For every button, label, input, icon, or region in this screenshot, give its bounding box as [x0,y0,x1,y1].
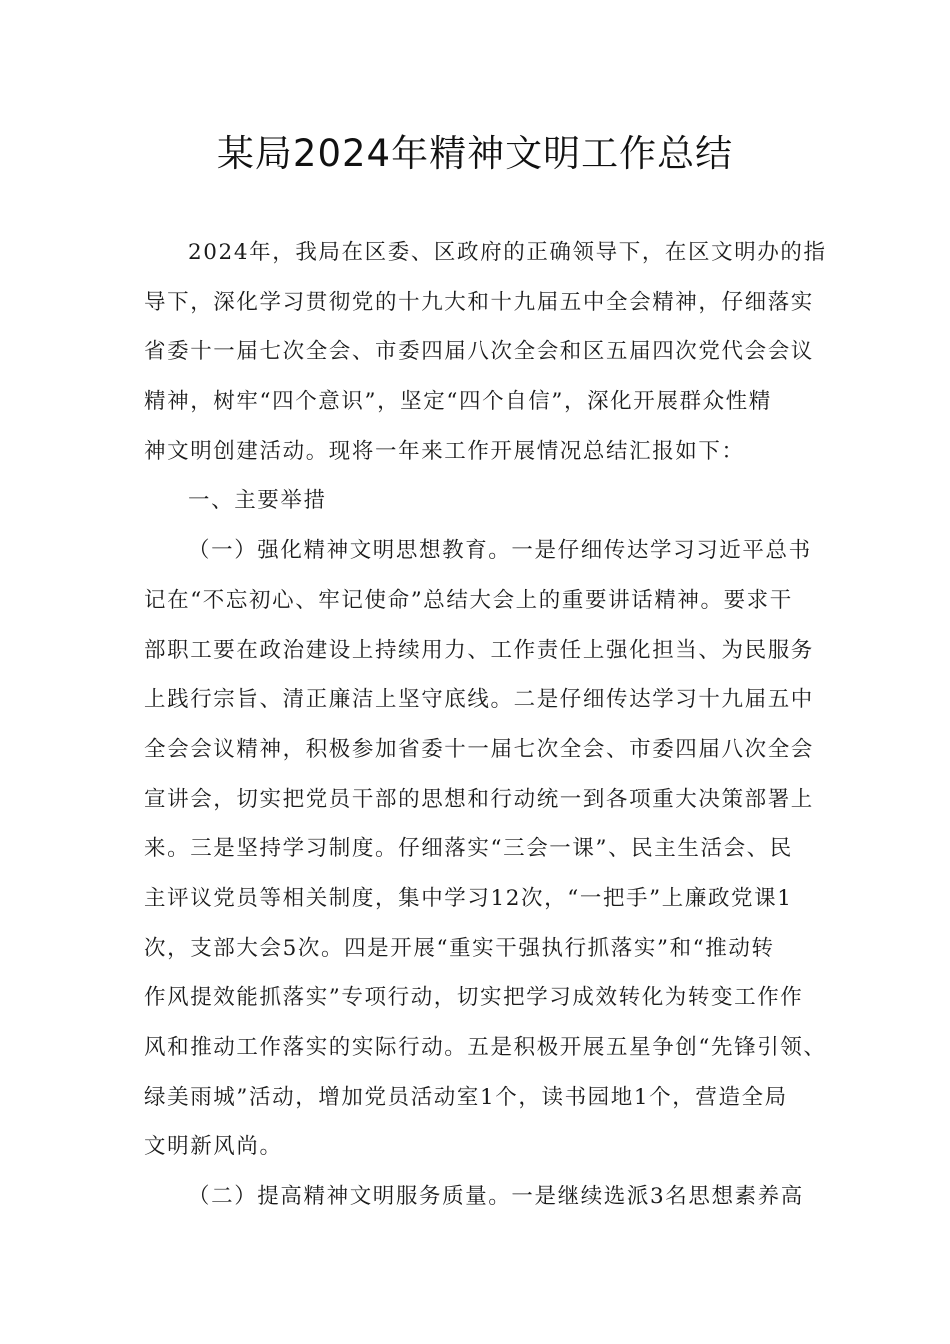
text-line: 神文明创建活动。现将一年来工作开展情况总结汇报如下： [144,438,745,464]
text-line: 精神，树牢“四个意识”，坚定“四个自信”，深化开展群众性精 [144,389,772,415]
text-line: 主评议党员等相关制度，集中学习12次，“一把手”上廉政党课1 [144,885,793,911]
text-line: 记在“不忘初心、牢记使命”总结大会上的重要讲话精神。要求干 [144,587,793,613]
text-line: 全会会议精神，积极参加省委十一届七次全会、市委四届八次全会 [144,736,814,762]
document-title: 某局2024年精神文明工作总结 [216,132,734,175]
text-line: 作风提效能抓落实”专项行动，切实把学习成效转化为转变工作作 [144,985,804,1011]
text-line: 省委十一届七次全会、市委四届八次全会和区五届四次党代会会议 [144,339,814,365]
document-body [144,228,827,1222]
text-line: 宣讲会，切实把党员干部的思想和行动统一到各项重大决策部署上 [144,786,814,812]
text-line: 部职工要在政治建设上持续用力、工作责任上强化担当、为民服务 [144,637,814,663]
text-line: 文明新风尚。 [144,1134,283,1160]
text-line: 次，支部大会5次。四是开展“重实干强执行抓落实”和“推动转 [144,935,775,961]
text-line: （二）提高精神文明服务质量。一是继续选派3名思想素养高 [188,1184,804,1210]
text-line: 2024年，我局在区委、区政府的正确领导下，在区文明办的指 [188,240,827,265]
text-line: 一、主要举措 [188,488,327,514]
text-line: （一）强化精神文明思想教育。一是仔细传达学习习近平总书 [188,538,812,564]
text-line: 绿美雨城”活动，增加党员活动室1个，读书园地1个，营造全局 [144,1084,788,1110]
text-line: 风和推动工作落实的实际行动。五是积极开展五星争创“先锋引领、 [144,1035,827,1060]
text-line: 导下，深化学习贯彻党的十九大和十九届五中全会精神，仔细落实 [144,289,814,315]
text-line: 来。三是坚持学习制度。仔细落实“三会一课”、民主生活会、民 [144,836,793,862]
text-line: 上践行宗旨、清正廉洁上坚守底线。二是仔细传达学习十九届五中 [144,687,814,713]
